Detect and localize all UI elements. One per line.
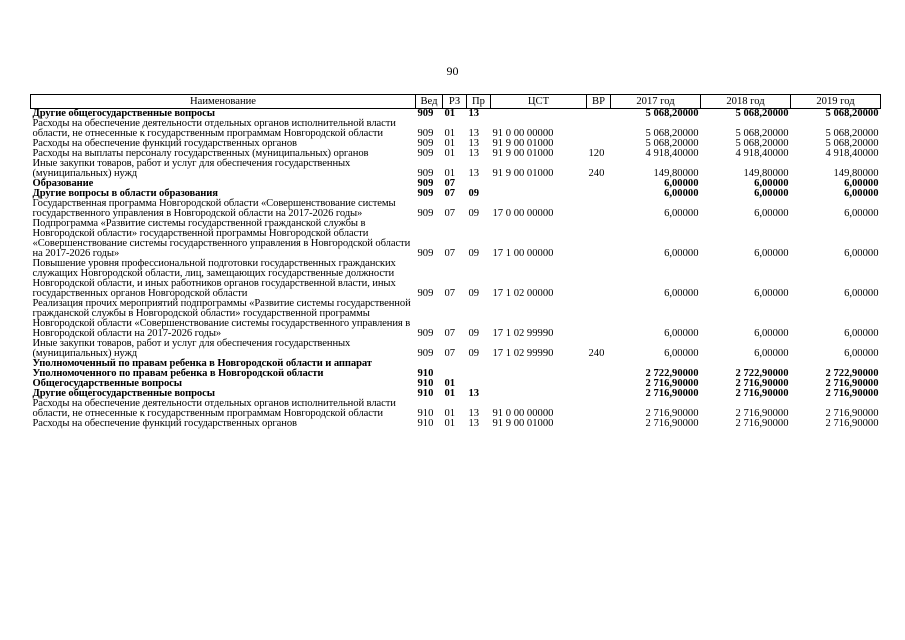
table-header-row [31,95,881,109]
cell-2019: 5 068,20000 [825,128,879,139]
cell-cst: 91 0 00 00000 [492,408,554,419]
cell-name: Расходы на обеспечение функций государственных органов [32,418,297,429]
cell-ved: 910 [417,388,434,399]
cell-vr: 240 [588,168,605,179]
cell-pr: 09 [468,328,480,339]
cell-2019: 2 716,90000 [825,408,879,419]
header-2018: 2018 год [701,95,791,109]
cell-rz: 01 [444,418,456,429]
cell-vr [587,219,611,259]
cell-name: Расходы на обеспечение функций государственных органов [32,138,297,149]
cell-cst: 17 1 02 99990 [492,348,554,359]
cell-ved: 910 [417,408,434,419]
cell-rz: 01 [444,148,456,159]
cell-2019: 6,00000 [844,188,879,199]
cell-rz: 07 [444,288,456,299]
cell-2017: 4 918,40000 [645,148,699,159]
cell-ved: 909 [417,178,434,189]
cell-cst: 17 0 00 00000 [492,208,554,219]
cell-2019: 5 068,20000 [825,108,879,119]
cell-pr: 13 [468,408,480,419]
cell-2018: 149,80000 [743,168,789,179]
cell-pr: 09 [468,208,480,219]
cell-vr [587,109,611,120]
cell-2017: 149,80000 [653,168,699,179]
cell-2017: 2 716,90000 [645,418,699,429]
cell-cst [491,109,587,120]
table-row [31,159,881,179]
cell-2018: 6,00000 [754,208,789,219]
cell-vr [587,199,611,219]
cell-2019: 6,00000 [844,328,879,339]
cell-2018: 6,00000 [754,188,789,199]
cell-2017: 6,00000 [664,188,699,199]
cell-2018: 6,00000 [754,288,789,299]
cell-2017: 2 716,90000 [645,378,699,389]
cell-pr: 13 [468,108,480,119]
cell-name: Уполномоченный по правам ребенка в Новгородской области и аппарат Уполномоченного по правам ребенка в Новгородской области [32,358,372,379]
cell-cst: 17 1 00 00000 [492,248,554,259]
header-name: Наименование [31,95,416,109]
cell-rz: 07 [444,328,456,339]
cell-ved: 910 [417,418,434,429]
cell-ved: 909 [417,108,434,119]
cell-vr [587,119,611,139]
cell-2018: 2 716,90000 [735,378,789,389]
cell-rz: 07 [444,178,456,189]
header-vr: ВР [587,95,611,109]
cell-vr [587,189,611,199]
cell-name: Иные закупки товаров, работ и услуг для обеспечения государственных (муниципальных) нужд [32,338,351,359]
cell-rz: 01 [444,138,456,149]
cell-2018: 2 716,90000 [735,388,789,399]
page-number: 90 [446,64,459,78]
cell-name: Повышение уровня профессиональной подготовки государственных гражданских служащих Новгородской области, лиц, замещающих государственные должности Новгородской области, и иных работников органов государственной власти, иных государственных органов Новгородской области [32,258,396,299]
cell-name: Расходы на выплаты персоналу государственных (муниципальных) органов [32,148,369,159]
cell-cst: 91 9 00 01000 [492,168,554,179]
cell-2019: 6,00000 [844,178,879,189]
table-row [31,339,881,359]
cell-rz: 01 [444,408,456,419]
cell-2019: 6,00000 [844,288,879,299]
cell-vr [587,399,611,419]
cell-name: Расходы на обеспечение деятельности отдельных органов исполнительной власти области, не отнесенные к государственным программам Новгородской области [32,398,396,419]
cell-2017: 6,00000 [664,208,699,219]
cell-vr [587,379,611,389]
cell-ved: 909 [417,168,434,179]
cell-pr: 09 [468,248,480,259]
cell-pr: 13 [468,418,480,429]
cell-2017: 2 716,90000 [645,388,699,399]
cell-vr [587,359,611,379]
cell-ved: 909 [417,148,434,159]
cell-pr: 09 [468,188,480,199]
cell-ved: 910 [417,378,434,389]
cell-ved: 909 [417,248,434,259]
cell-rz: 07 [444,208,456,219]
cell-name: Другие общегосударственные вопросы [32,388,215,399]
cell-rz: 01 [444,388,456,399]
cell-pr: 13 [468,168,480,179]
table-body [31,109,881,430]
cell-2017: 5 068,20000 [645,108,699,119]
cell-cst: 91 9 00 01000 [492,418,554,429]
cell-2018: 5 068,20000 [735,138,789,149]
table-row [31,359,881,379]
table-row [31,219,881,259]
cell-rz: 07 [444,248,456,259]
cell-2017: 5 068,20000 [645,128,699,139]
cell-cst [491,189,587,199]
cell-cst [491,379,587,389]
cell-2017: 6,00000 [664,248,699,259]
cell-pr: 13 [468,138,480,149]
cell-pr: 13 [468,148,480,159]
cell-2019: 2 716,90000 [825,378,879,389]
header-2017: 2017 год [611,95,701,109]
cell-cst: 17 1 02 00000 [492,288,554,299]
cell-vr: 240 [588,348,605,359]
cell-2018: 6,00000 [754,348,789,359]
cell-2017: 6,00000 [664,348,699,359]
cell-ved: 909 [417,138,434,149]
cell-2017: 2 716,90000 [645,408,699,419]
cell-2019: 4 918,40000 [825,148,879,159]
cell-2019: 6,00000 [844,348,879,359]
cell-pr [467,359,491,379]
cell-name: Расходы на обеспечение деятельности отдельных органов исполнительной власти области, не отнесенные к государственным программам Новгородской области [32,118,396,139]
cell-2018: 2 716,90000 [735,408,789,419]
cell-2019: 2 722,90000 [825,368,879,379]
cell-cst [491,359,587,379]
cell-2019: 2 716,90000 [825,418,879,429]
cell-vr [587,389,611,399]
cell-2018: 2 716,90000 [735,418,789,429]
cell-rz [443,359,467,379]
cell-vr [587,179,611,189]
cell-cst: 91 9 00 01000 [492,148,554,159]
cell-2017: 5 068,20000 [645,138,699,149]
cell-vr [587,299,611,339]
cell-name: Общегосударственные вопросы [32,378,182,389]
cell-rz: 01 [444,128,456,139]
cell-pr: 09 [468,348,480,359]
cell-2018: 5 068,20000 [735,108,789,119]
cell-2018: 6,00000 [754,248,789,259]
cell-2018: 6,00000 [754,328,789,339]
cell-vr: 120 [588,148,605,159]
cell-name: Другие общегосударственные вопросы [32,108,215,119]
header-2019: 2019 год [791,95,881,109]
cell-ved: 909 [417,208,434,219]
header-rz: РЗ [443,95,467,109]
cell-cst [491,389,587,399]
cell-ved: 909 [417,348,434,359]
cell-2018: 2 722,90000 [735,368,789,379]
cell-name: Подпрограмма «Развитие системы государственной гражданской службы в Новгородской области» государственной программы Новгородской области «Совершенствование системы государственного управления в Новгородской области на 2017-2026 годы» [32,218,411,259]
cell-name: Государственная программа Новгородской области «Совершенствование системы государственного управления в Новгородской области на 2017-2026 годы» [32,198,396,219]
cell-ved: 909 [417,288,434,299]
cell-2018: 5 068,20000 [735,128,789,139]
cell-2018: 6,00000 [754,178,789,189]
cell-cst [491,179,587,189]
table-row [31,419,881,429]
header-cst: ЦСТ [491,95,587,109]
cell-2019: 149,80000 [833,168,879,179]
cell-pr: 13 [468,128,480,139]
table-row [31,119,881,139]
cell-2019: 6,00000 [844,248,879,259]
cell-cst: 17 1 02 99990 [492,328,554,339]
cell-2017: 2 722,90000 [645,368,699,379]
cell-pr: 09 [468,288,480,299]
cell-vr [587,419,611,429]
table-row [31,299,881,339]
table-row [31,399,881,419]
cell-ved: 909 [417,128,434,139]
header-ved: Вед [416,95,443,109]
table-row [31,259,881,299]
table-row [31,199,881,219]
budget-table [30,94,881,429]
cell-2018: 4 918,40000 [735,148,789,159]
cell-name: Образование [32,178,94,189]
cell-rz: 07 [444,348,456,359]
cell-pr: 13 [468,388,480,399]
cell-name: Иные закупки товаров, работ и услуг для обеспечения государственных (муниципальных) нужд [32,158,351,179]
cell-ved: 909 [417,328,434,339]
cell-vr [587,259,611,299]
cell-2017: 6,00000 [664,178,699,189]
cell-rz: 01 [444,108,456,119]
cell-name: Другие вопросы в области образования [32,188,218,199]
cell-2017: 6,00000 [664,328,699,339]
cell-cst: 91 0 00 00000 [492,128,554,139]
cell-ved: 909 [417,188,434,199]
cell-rz: 01 [444,168,456,179]
cell-rz: 07 [444,188,456,199]
cell-ved: 910 [417,368,434,379]
cell-name: Реализация прочих мероприятий подпрограммы «Развитие системы государственной гражданской службы в Новгородской области» государственной программы Новгородской области «Совершенствование системы государственного управления в Новгородской области на 2017-2026 годы» [32,298,411,339]
header-pr: Пр [467,95,491,109]
cell-2019: 6,00000 [844,208,879,219]
cell-2019: 2 716,90000 [825,388,879,399]
cell-rz: 01 [444,378,456,389]
cell-2019: 5 068,20000 [825,138,879,149]
cell-cst: 91 9 00 01000 [492,138,554,149]
cell-2017: 6,00000 [664,288,699,299]
